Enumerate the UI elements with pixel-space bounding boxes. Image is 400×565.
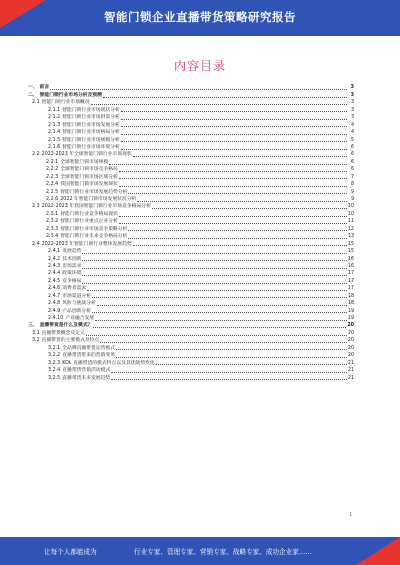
toc-entry-number: 2.3.1 (46, 211, 59, 217)
toc-entry-page: 17 (347, 278, 354, 284)
toc-entry-page: 19 (347, 308, 354, 314)
toc-entry-title: 产品创新分析 (62, 308, 92, 314)
toc-entry[interactable] (28, 129, 354, 136)
toc-entry-page: 17 (347, 286, 354, 292)
toc-entry-page: 10 (347, 204, 354, 210)
toc-entry-page: 21 (347, 368, 354, 374)
toc-entry-page: 3 (350, 92, 354, 98)
toc-entry-number: 2.4.6 (48, 286, 61, 292)
toc-entry-title: 智能门锁行业市场规模分析 (62, 137, 120, 143)
toc-entry-number: 2.4 (32, 241, 40, 247)
toc-dot-leader (119, 185, 347, 187)
toc-entry[interactable] (28, 322, 354, 329)
toc-entry-page: 9 (350, 189, 354, 195)
toc-entry[interactable] (28, 344, 354, 351)
toc-entry[interactable] (28, 285, 354, 292)
toc-entry-title: 全品牌直播带货运营模式 (62, 345, 115, 351)
toc-dot-leader (97, 304, 347, 306)
toc-entry-title: 智能门锁行业市场发展分析 (62, 122, 120, 128)
toc-entry-page: 13 (347, 234, 354, 240)
toc-entry-number: 3.2 (32, 338, 40, 344)
toc-dot-leader (91, 103, 347, 105)
toc-dot-leader (121, 110, 347, 112)
toc-entry-page: 4 (350, 130, 354, 136)
toc-entry-title: 消费者需求 (62, 286, 87, 292)
toc-dot-leader (116, 356, 347, 358)
toc-entry-number: 2.4.10 (48, 316, 64, 321)
toc-entry-number: 2.2.4 (46, 182, 59, 188)
toc-entry-number: 2.1.2 (48, 115, 61, 121)
toc-entry-page: 21 (347, 375, 354, 381)
toc-dot-leader (82, 282, 346, 284)
toc-entry-number: 2.1.4 (48, 130, 61, 136)
toc-entry-page: 15 (347, 241, 354, 247)
toc-entry-page: 21 (347, 360, 354, 366)
toc-entry-title: 智能门锁行业市场环境分析 (62, 144, 120, 150)
toc-entry-number: 2.3.3 (46, 226, 59, 232)
toc-entry-number: 2.2.1 (46, 159, 59, 165)
toc-entry-number: 2.3.4 (46, 234, 59, 240)
toc-entry-number: 2.1.5 (48, 137, 61, 143)
toc-entry[interactable] (28, 136, 354, 143)
toc-entry-page: 18 (347, 301, 354, 307)
toc-heading: 内容目录 (173, 59, 226, 73)
toc-entry[interactable] (28, 300, 354, 307)
toc-entry[interactable] (28, 292, 354, 299)
toc-entry-number: 3.2.3 (48, 360, 61, 366)
toc-entry-title: 产业融合发展 (65, 316, 95, 321)
toc-entry[interactable] (28, 277, 354, 284)
toc-entry-page: 6 (350, 167, 354, 173)
toc-dot-leader (119, 177, 347, 179)
toc-dot-leader (156, 363, 347, 365)
toc-entry-number: 3.2.1 (48, 345, 61, 351)
toc-entry-number: 2.4.1 (48, 249, 61, 255)
toc-entry-number: 2.4.4 (48, 271, 61, 277)
toc-dot-leader (111, 378, 347, 380)
toc-entry-number: 3.1 (32, 330, 40, 336)
toc-entry-page: 18 (347, 293, 354, 299)
toc-entry-page: 20 (347, 345, 354, 351)
toc-entry-title: 直播带货营销活动模式 (62, 368, 111, 374)
toc-entry-title: 智能门锁行业市场供需分析 (62, 115, 120, 121)
toc-entry-title: 前言 (39, 85, 50, 91)
toc-dot-leader (95, 319, 347, 321)
toc-entry-page: 20 (347, 338, 354, 344)
toc-entry-title: 风险与挑战分析 (62, 301, 96, 307)
toc-entry-number: 三、 (28, 323, 38, 329)
toc-entry-title: 直播带货带来的营销变革 (62, 353, 115, 359)
toc-dot-leader (133, 244, 347, 246)
toc-entry-page: 9 (350, 197, 354, 202)
toc-entry[interactable] (28, 91, 354, 98)
toc-entry-number: 2.4.5 (48, 278, 61, 284)
toc-entry-page: 8 (350, 182, 354, 188)
toc-entry-title: 智能门锁行业市场格局分析 (62, 130, 120, 136)
toc-dot-leader (93, 326, 346, 328)
toc-entry-page: 5 (350, 137, 354, 143)
toc-entry-title: 技术创新 (62, 256, 82, 262)
toc-entry-number: 3.2.4 (48, 368, 61, 374)
toc-dot-leader (121, 148, 347, 150)
toc-entry[interactable] (28, 225, 354, 232)
toc-dot-leader (128, 192, 347, 194)
toc-entry[interactable] (28, 210, 354, 217)
toc-entry[interactable] (28, 240, 354, 247)
toc-entry-number: 2.2.6 (46, 197, 59, 202)
header-bar (0, 0, 400, 36)
toc-dot-leader (82, 259, 346, 261)
report-title: 智能门锁企业直播带货策略研究报告 (104, 10, 296, 24)
toc-dot-leader (121, 125, 347, 127)
toc-entry-page: 6 (350, 144, 354, 150)
toc-entry-title: 2022 年智能门锁市场发展状况分析 (60, 197, 137, 202)
toc-entry-page: 20 (347, 323, 354, 329)
toc-entry-title: 直播带货未来发展趋势 (62, 375, 111, 381)
toc-dot-leader (86, 334, 347, 336)
toc-dot-leader (100, 341, 347, 343)
toc-dot-leader (128, 229, 347, 231)
toc-entry-title: 智能门锁行业市场现状分析 (62, 107, 120, 113)
toc-entry-number: 2.4.8 (48, 301, 61, 307)
toc-dot-leader (152, 207, 347, 209)
toc-entry[interactable] (28, 158, 354, 165)
toc-dot-leader (121, 133, 347, 135)
toc-entry-title: 全球智能门锁市场规模 (60, 159, 109, 165)
toc-entry-title: 政策环境 (62, 271, 82, 277)
toc-entry-page: 6 (350, 152, 354, 158)
toc-entry-page: 17 (347, 271, 354, 277)
toc-entry-title: 全球智能门锁市场竞争格局 (60, 167, 118, 173)
toc-dot-leader (109, 163, 347, 165)
toc-entry-title: 智能门锁行业市场发展趋势分析 (60, 189, 128, 195)
toc-entry-number: 2.4.2 (48, 256, 61, 262)
toc-dot-leader (82, 252, 346, 254)
toc-dot-leader (133, 155, 347, 157)
toc-entry-number: 2.2 (32, 152, 40, 158)
toc-entry-title: 智能门锁行业重点企业分析 (60, 219, 118, 225)
toc-entry-title: 智能门锁行业未来竞争格局分析 (60, 234, 128, 240)
toc-entry-number: 2.1.3 (48, 122, 61, 128)
toc-entry[interactable] (28, 151, 354, 158)
toc-entry-title: 智能门锁行业市场概况 (41, 100, 90, 106)
toc-dot-leader (128, 237, 347, 239)
toc-entry[interactable] (28, 337, 354, 344)
toc-entry-page: 6 (350, 159, 354, 165)
toc-entry-title: 直播带货是什么及模式？ (39, 323, 93, 329)
toc-entry-page: 16 (347, 256, 354, 262)
toc-entry-number: 3.2.2 (48, 353, 61, 359)
toc-entry[interactable] (28, 144, 354, 151)
toc-entry[interactable] (28, 374, 354, 381)
toc-entry-title: 发展趋势 (62, 249, 82, 255)
toc-entry[interactable] (28, 106, 354, 113)
toc-entry-number: 2.1.1 (48, 107, 61, 113)
toc-entry-page: 3 (350, 107, 354, 113)
toc-entry-title: 智能门锁行业市场分析及预测 (39, 92, 102, 98)
toc-entry-page: 20 (347, 330, 354, 336)
toc-entry-page: 12 (347, 226, 354, 232)
toc-dot-leader (119, 170, 347, 172)
page-number: 1 (349, 512, 352, 517)
toc-entry-number: 2.1 (32, 100, 40, 106)
toc-entry-page: 3 (350, 85, 354, 91)
toc-entry-title: 智能门锁行业竞争格局现状 (60, 211, 118, 217)
footer-bar (0, 537, 400, 565)
toc-entry[interactable] (28, 218, 354, 225)
toc-dot-leader (119, 215, 347, 217)
toc-dot-leader (116, 348, 347, 350)
toc-entry[interactable] (28, 263, 354, 270)
toc-entry-page: 15 (347, 249, 354, 255)
toc-entry[interactable] (28, 255, 354, 262)
toc-dot-leader (87, 289, 347, 291)
footer-tagline: 行业专家、管理专家、营销专家、战略专家、成功企业家…… (134, 548, 313, 556)
toc-entry-title: 2022-2023 年智能门锁行业整体发展趋势 (41, 241, 132, 247)
toc-entry-number: 3.2.5 (48, 375, 61, 381)
toc-dot-leader (121, 140, 347, 142)
toc-dot-leader (82, 267, 346, 269)
toc-entry-title: 2022-2023 年全球智能门锁行业市场现状 (41, 152, 132, 158)
toc-entry-page: 10 (347, 211, 354, 217)
toc-entry-page: 20 (347, 353, 354, 359)
toc-entry[interactable] (28, 114, 354, 121)
toc-entry[interactable] (28, 307, 354, 314)
toc-entry-number: 2.4.7 (48, 293, 61, 299)
toc-entry-title: 竞争格局 (62, 278, 82, 284)
toc-dot-leader (111, 371, 347, 373)
footer-slogan: 让每个人都能成为 (44, 548, 97, 556)
toc-entry[interactable] (28, 329, 354, 336)
footer-accent-triangle (356, 537, 400, 565)
toc-dot-leader (50, 88, 347, 90)
toc-entry-title: 我国智能门锁市场发展现状 (60, 182, 118, 188)
toc-entry-number: 2.2.2 (46, 167, 59, 173)
toc-entry[interactable] (28, 166, 354, 173)
toc-dot-leader (137, 200, 347, 202)
toc-entry[interactable] (28, 248, 354, 255)
toc-entry-page: 11 (347, 219, 354, 225)
toc-entry[interactable] (28, 173, 354, 180)
toc-entry[interactable] (28, 99, 354, 106)
toc-entry-number: 2.2.5 (46, 189, 59, 195)
toc-entry[interactable] (28, 315, 354, 322)
toc-entry-title: 智能门锁行业市场竞争策略分析 (60, 226, 128, 232)
toc-dot-leader (121, 118, 347, 120)
toc-entry[interactable] (28, 233, 354, 240)
toc-entry-number: 2.3 (32, 204, 40, 210)
toc-entry-page: 3 (350, 115, 354, 121)
toc-entry-page: 4 (350, 122, 354, 128)
toc-entry-page: 7 (350, 174, 354, 180)
toc-entry-page: 3 (350, 100, 354, 106)
toc-entry-number: 2.1.6 (48, 144, 61, 150)
toc-dot-leader (103, 96, 347, 98)
toc-entry-number: 二、 (28, 92, 38, 98)
toc-entry[interactable] (28, 188, 354, 195)
toc-entry-title: 全球智能门锁市场区域分析 (60, 174, 118, 180)
toc-entry-title: 市场渠道分析 (62, 293, 92, 299)
toc-dot-leader (92, 296, 347, 298)
toc-entry[interactable] (28, 121, 354, 128)
toc-entry-number: 2.4.9 (48, 308, 61, 314)
toc-entry-title: 2022-2023 年我国智能门锁行业市场竞争格局分析 (41, 204, 151, 210)
toc-entry[interactable] (28, 352, 354, 359)
toc-dot-leader (119, 222, 347, 224)
toc-entry-title: 直播带货的主要模式及特点 (41, 338, 100, 344)
toc-entry[interactable] (28, 181, 354, 188)
toc-entry[interactable] (28, 270, 354, 277)
table-of-contents (28, 84, 354, 382)
toc-entry[interactable] (28, 203, 354, 210)
toc-entry-number: 2.2.3 (46, 174, 59, 180)
toc-entry[interactable] (28, 84, 354, 91)
toc-entry[interactable] (28, 359, 354, 366)
toc-entry-number: 一、 (28, 85, 38, 91)
toc-dot-leader (92, 311, 347, 313)
toc-entry[interactable] (28, 367, 354, 374)
toc-entry-title: 市场需求 (62, 263, 82, 269)
toc-entry-number: 2.4.3 (48, 263, 61, 269)
toc-entry-title: 直播带货概念及定义 (41, 330, 85, 336)
toc-entry-title: KOL 直播带货的模式特点以及其优缺势变化 (62, 360, 155, 366)
toc-entry[interactable] (28, 196, 354, 203)
toc-entry-number: 2.3.2 (46, 219, 59, 225)
toc-entry-page: 16 (347, 263, 354, 269)
toc-dot-leader (82, 274, 346, 276)
toc-entry-page: 19 (347, 316, 354, 321)
